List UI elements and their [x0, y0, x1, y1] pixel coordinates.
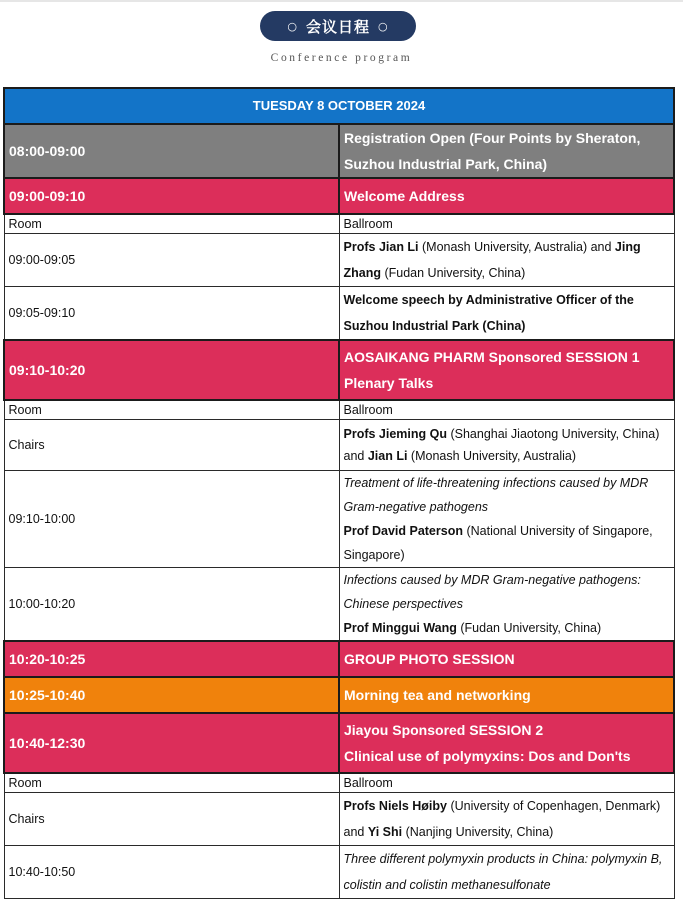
speaker-name: Jian Li	[378, 240, 419, 254]
photo-session-row	[4, 641, 674, 677]
talk-title: Three different polymyxin products in China: polymyxin B, colistin and colistin methanesulfonate	[343, 852, 663, 892]
tea-break-row	[4, 677, 674, 713]
chair-name: Profs Niels Høiby	[343, 799, 447, 813]
schedule-table	[3, 87, 675, 899]
time-cell: 09:05-09:10	[4, 287, 339, 341]
chairs-value	[339, 793, 674, 846]
chair-affiliation: (Shanghai Jiaotong University, China) and	[343, 427, 660, 463]
circle-icon: ○	[378, 19, 389, 33]
session-sponsor-line: Jiayou Sponsored SESSION 2	[344, 722, 544, 738]
time-cell: 09:10-10:00	[4, 471, 339, 568]
talk-row	[4, 846, 674, 899]
speaker-prefix: Profs	[343, 240, 379, 254]
room-label: Room	[4, 773, 339, 793]
room-row	[4, 400, 674, 420]
speaker-name: Prof Minggui Wang	[343, 621, 457, 635]
session-subtitle-line: Plenary Talks	[344, 375, 434, 391]
speaker-affiliation: (National University of Singapore, Singapore)	[343, 524, 653, 562]
top-divider	[0, 0, 683, 2]
session-title	[339, 340, 674, 400]
session-subtitle-line: Clinical use of polymyxins: Dos and Don'ts	[344, 748, 631, 764]
agenda-item-row	[4, 234, 674, 287]
section-subtitle: Conference program	[270, 52, 413, 64]
speaker-affiliation: (Monash University, Australia) and	[418, 240, 615, 254]
session-title: Welcome Address	[339, 178, 674, 214]
day-header-row	[4, 88, 674, 124]
chair-affiliation: (Nanjing University, China)	[402, 825, 554, 839]
chair-name: Profs Jieming Qu	[343, 427, 447, 441]
day-header: TUESDAY 8 OCTOBER 2024	[4, 88, 674, 124]
room-row	[4, 214, 674, 234]
chairs-label: Chairs	[4, 420, 339, 471]
session-title: GROUP PHOTO SESSION	[339, 641, 674, 677]
time-cell: 10:40-10:50	[4, 846, 339, 899]
session-title: Morning tea and networking	[339, 677, 674, 713]
room-value: Ballroom	[339, 773, 674, 793]
circle-icon: ○	[287, 19, 298, 33]
agenda-text: Welcome speech by Administrative Officer of the Suzhou Industrial Park (China)	[343, 293, 634, 333]
agenda-item	[339, 234, 674, 287]
agenda-item-row	[4, 287, 674, 341]
time-cell: 09:00-09:05	[4, 234, 339, 287]
talk-title: Treatment of life-threatening infections caused by MDR Gram-negative pathogens	[343, 476, 649, 514]
chair-affiliation: (University of Copenhagen, Denmark) and	[343, 799, 661, 839]
talk-cell	[339, 568, 674, 642]
section-title: 会议日程	[305, 17, 370, 36]
time-cell: 09:10-10:20	[4, 340, 339, 400]
time-cell: 10:00-10:20	[4, 568, 339, 642]
room-label: Room	[4, 400, 339, 420]
agenda-item	[339, 287, 674, 341]
time-cell: 09:00-09:10	[4, 178, 339, 214]
chairs-label: Chairs	[4, 793, 339, 846]
section-title-pill	[260, 11, 416, 41]
welcome-row	[4, 178, 674, 214]
registration-row	[4, 124, 674, 178]
chairs-row	[4, 420, 674, 471]
time-cell: 10:25-10:40	[4, 677, 339, 713]
speaker-affiliation: (Fudan University, China)	[456, 621, 602, 635]
chair-name: Jian Li	[367, 449, 408, 463]
room-value: Ballroom	[339, 400, 674, 420]
time-cell: 10:40-12:30	[4, 713, 339, 773]
session-row	[4, 340, 674, 400]
session-title: Registration Open (Four Points by Sheraton, Suzhou Industrial Park, China)	[339, 124, 674, 178]
time-cell: 10:20-10:25	[4, 641, 339, 677]
chair-name: Yi Shi	[367, 825, 403, 839]
chairs-row	[4, 793, 674, 846]
talk-cell	[339, 471, 674, 568]
talk-row	[4, 471, 674, 568]
talk-cell	[339, 846, 674, 899]
session-title	[339, 713, 674, 773]
speaker-name: Jing Zhang	[343, 240, 641, 280]
talk-row	[4, 568, 674, 642]
room-label: Room	[4, 214, 339, 234]
speaker-affiliation: (Fudan University, China)	[381, 266, 526, 280]
talk-title: Infections caused by MDR Gram-negative pathogens: Chinese perspectives	[343, 573, 641, 611]
chair-affiliation: (Monash University, Australia)	[407, 449, 577, 463]
room-value: Ballroom	[339, 214, 674, 234]
session-row	[4, 713, 674, 773]
room-row	[4, 773, 674, 793]
session-sponsor-line: AOSAIKANG PHARM Sponsored SESSION 1	[344, 349, 640, 365]
chairs-value	[339, 420, 674, 471]
speaker-name: Prof David Paterson	[343, 524, 463, 538]
time-cell: 08:00-09:00	[4, 124, 339, 178]
